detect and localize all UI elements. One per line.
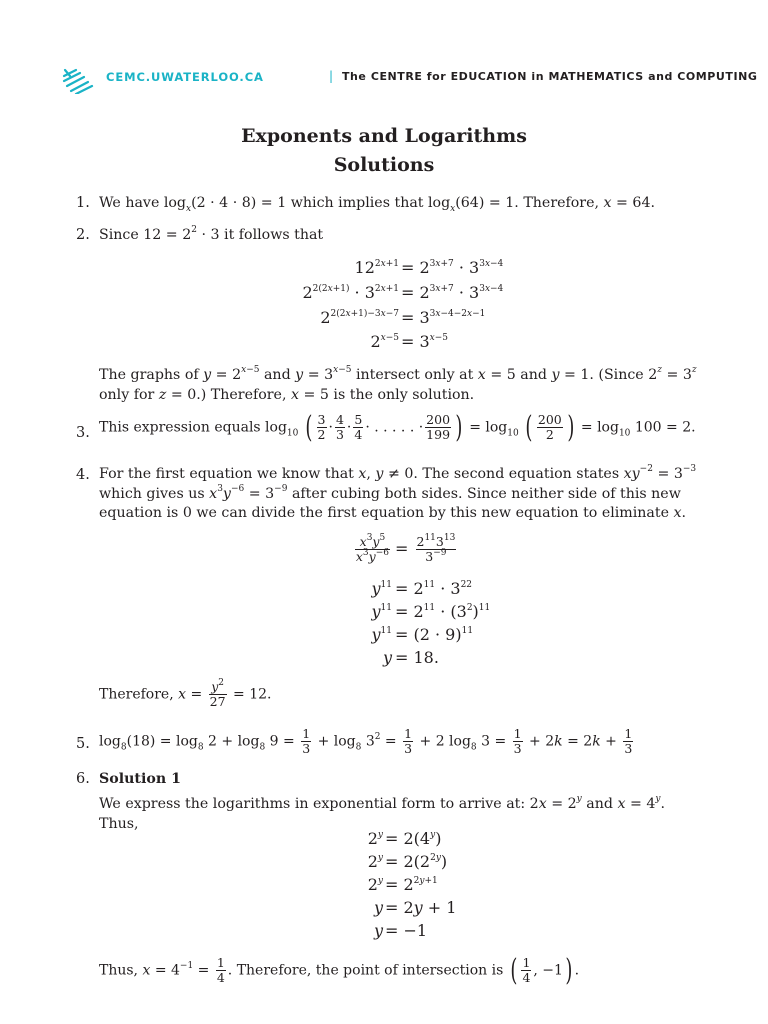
page-header xyxy=(62,64,758,94)
item-number: 4. xyxy=(76,467,90,483)
page-subtitle: Solutions xyxy=(333,154,435,176)
solution-6-intro: We express the logarithms in exponential form to arrive at: $2x = 2^y$ and $x = 4^y$. Thus, xyxy=(99,794,666,832)
solution-3-text: This expression equals $\log_{10}$ ( $\frac{3}{2}$ · $\frac{4}{3}$ · $\frac{5}{4}$ · . . . . . · $\frac{200}{199}$ ) = $\log_{10}$ ( $\frac{200}{2}$ ) = $\log_{10} 100 = 2$. xyxy=(99,410,696,445)
solution-2-intro: Since $12 = 2^2 \cdot 3$ it follows that xyxy=(99,225,324,243)
header-separator: | xyxy=(329,69,334,83)
item-number: 6. xyxy=(76,771,90,787)
solution-6-heading: Solution 1 xyxy=(99,771,181,787)
item-number: 1. xyxy=(76,195,90,211)
item-number: 3. xyxy=(76,425,90,441)
site-link[interactable]: CEMC.UWATERLOO.CA xyxy=(106,70,264,84)
solution-4-conclusion: Therefore, x = $\frac{y^2}{27}$ = 12. xyxy=(99,677,272,709)
solution-2-conclusion: The graphs of $y = 2^{x-5}$ and $y = 3^{x-5}$ intersect only at x = 5 and y = 1. (Since $2^z = 3^z$ only for z = 0.) Therefore, x = 5 is the only solution. xyxy=(99,365,697,403)
item-number: 2. xyxy=(76,227,90,243)
page-title: Exponents and Logarithms xyxy=(241,125,527,147)
solution-1-text: We have $\log_x(2 \cdot 4 \cdot 8) = 1$ which implies that $\log_x(64) = 1$. Therefore, x = 64. xyxy=(99,195,655,214)
centre-name: The CENTRE for EDUCATION in MATHEMATICS and COMPUTING xyxy=(342,70,758,83)
item-number: 5. xyxy=(76,736,90,752)
cemc-logo-icon xyxy=(62,64,98,94)
solution-5-text: $\log_8(18) = \log_8 2 + \log_8 9$ = $\frac{1}{3}$ + $\log_8 3^2$ = $\frac{1}{3}$ + 2 $\log_8 3$ = $\frac{1}{3}$ + 2k = 2k + $\frac{1}{3}$ xyxy=(99,726,633,756)
solution-4-intro: For the first equation we know that x, y ≠ 0. The second equation states $xy^{-2} = 3^{-3}$ which gives us $x^3y^{-6} = 3^{-9}$ after cubing both sides. Since neither side of this new equation is 0 we can divide the first equation by this new equation to eliminate x. xyxy=(99,464,697,521)
solution-6-conclusion: Thus, $x = 4^{-1}$ = $\frac{1}{4}$ . Therefore, the point of intersection is ( $\frac{1}{4}$ , −1) . xyxy=(99,953,580,988)
